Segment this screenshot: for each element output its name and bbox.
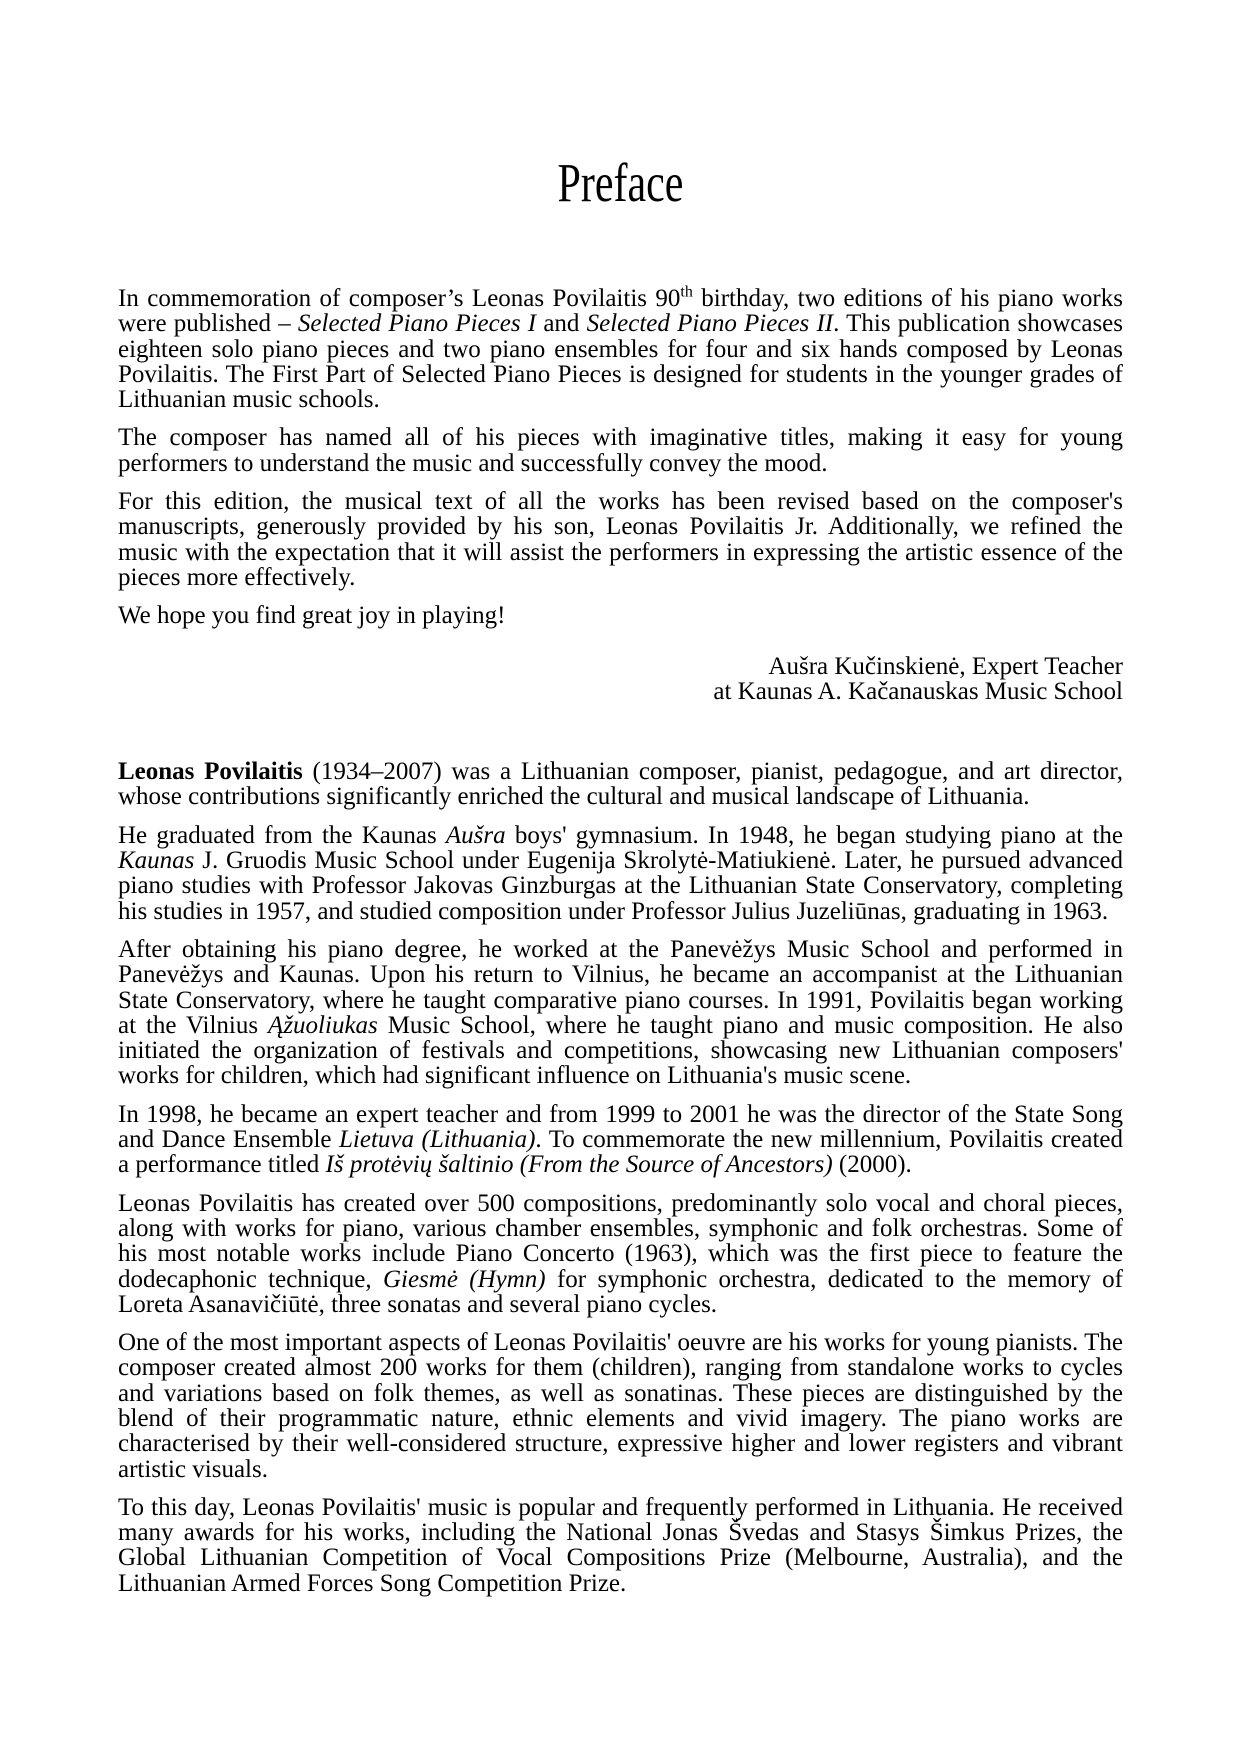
signature-line: Aušra Kučinskienė, Expert Teacher — [768, 652, 1123, 680]
preface-paragraph: In commemoration of composer’s Leonas Povilaitis 90th birthday, two editions of his piano works were published – Selected Piano Pieces I and Selected Piano Pieces II. This publication showcases eighteen solo piano pieces and two piano ensembles for four and six hands composed by Leonas Povilaitis. The First Part of Selected Piano Pieces is designed for students in the younger grades of Lithuanian music schools. — [118, 283, 1123, 414]
bio-paragraph: He graduated from the Kaunas Aušra boys' gymnasium. In 1948, he began studying piano at the Kaunas J. Gruodis Music School under Eugenija Skrolytė-Matiukienė. Later, he pursued advanced piano studies with Professor Jakovas Ginzburgas at the Lithuanian State Conservatory, completing his studies in 1957, and studied composition under Professor Julius Juzeliūnas, graduating in 1963. — [118, 821, 1123, 925]
page-title-text: Preface — [557, 153, 684, 215]
signature-line: at Kaunas A. Kačanauskas Music School — [713, 677, 1123, 705]
bio-paragraph: After obtaining his piano degree, he worked at the Panevėžys Music School and performed in Panevėžys and Kaunas. Upon his return to Vilnius, he became an accompanist at the Lithuanian State Conservatory, where he taught comparative piano courses. In 1991, Povilaitis began working at the Vilnius Ąžuoliukas Music School, where he taught piano and music composition. He also initiated the organization of festivals and competitions, showcasing new Lithuanian composers' works for children, which had significant influence on Lithuania's music scene. — [118, 935, 1123, 1090]
page-content — [0, 153, 1241, 1597]
signature-block — [118, 654, 1123, 705]
preface-paragraph: The composer has named all of his pieces with imaginative titles, making it easy for young performers to understand the music and successfully convey the mood. — [118, 424, 1123, 477]
page-title — [118, 153, 1123, 215]
preface-paragraph: For this edition, the musical text of all the works has been revised based on the composer's manuscripts, generously provided by his son, Leonas Povilaitis Jr. Additionally, we refined the music with the expectation that it will assist the performers in expressing the artistic essence of the pieces more effectively. — [118, 488, 1123, 591]
bio-paragraph: Leonas Povilaitis has created over 500 compositions, predominantly solo vocal and choral pieces, along with works for piano, various chamber ensembles, symphonic and folk orchestras. Some of his most notable works include Piano Concerto (1963), which was the first piece to feature the dodecaphonic technique, Giesmė (Hymn) for symphonic orchestra, dedicated to the memory of Loreta Asanavičiūtė, three sonatas and several piano cycles. — [118, 1189, 1124, 1318]
bio-paragraph: One of the most important aspects of Leonas Povilaitis' oeuvre are his works for young pianists. The composer created almost 200 works for them (children), ranging from standalone works to cycles and variations based on folk themes, as well as sonatinas. These pieces are distinguished by the blend of their programmatic nature, ethnic elements and vivid imagery. The piano works are characterised by their well-considered structure, expressive higher and lower registers and vibrant artistic visuals. — [118, 1329, 1123, 1483]
preface-paragraph: We hope you find great joy in playing! — [118, 602, 506, 630]
bio-paragraph: To this day, Leonas Povilaitis' music is popular and frequently performed in Lithuania. He received many awards for his works, including the National Jonas Švedas and Stasys Šimkus Prizes, the Global Lithuanian Competition of Vocal Compositions Prize (Melbourne, Australia), and the Lithuanian Armed Forces Song Competition Prize. — [118, 1493, 1123, 1597]
bio-paragraph: Leonas Povilaitis (1934–2007) was a Lithuanian composer, pianist, pedagogue, and art director, whose contributions significantly enriched the cultural and musical landscape of Lithuania. — [118, 758, 1123, 811]
bio-paragraph: In 1998, he became an expert teacher and from 1999 to 2001 he was the director of the State Song and Dance Ensemble Lietuva (Lithuania). To commemorate the new millennium, Povilaitis created a performance titled Iš protėvių šaltinio (From the Source of Ancestors) (2000). — [118, 1100, 1123, 1179]
